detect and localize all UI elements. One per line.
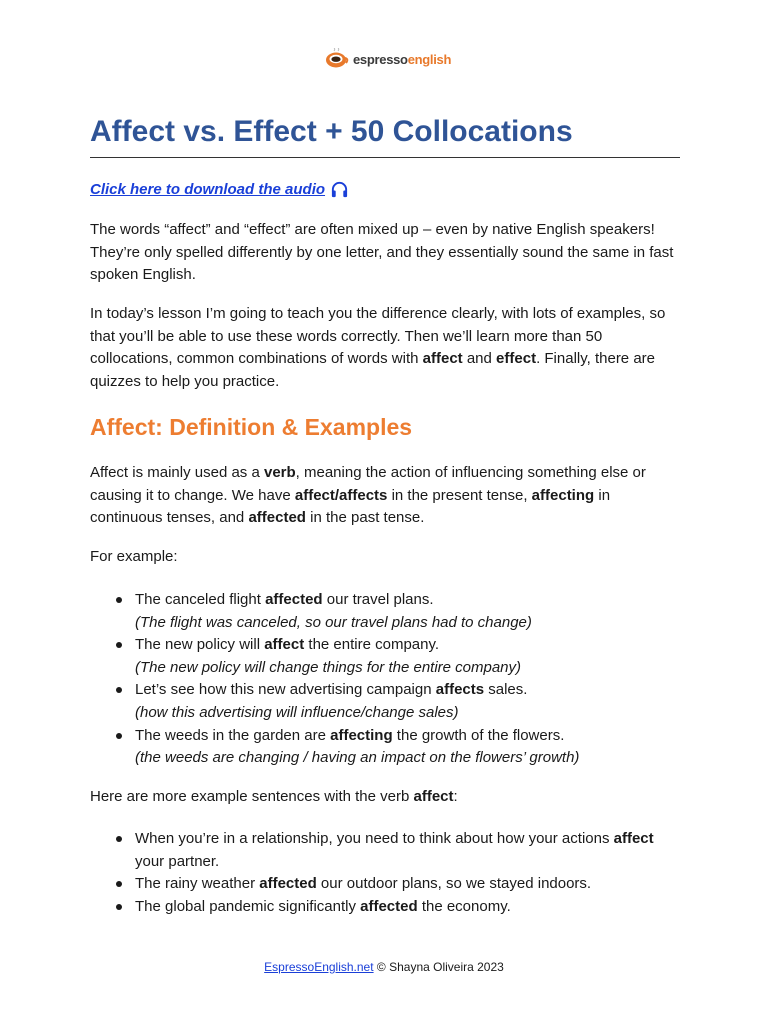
page-footer bbox=[0, 960, 768, 974]
list-item: The new policy will affect the entire company. (The new policy will change things for the entire company) bbox=[90, 634, 675, 679]
intro-paragraph-2: In today’s lesson I’m going to teach you the difference clearly, with lots of examples, so that you’ll be able to use these words correctly. Then we’ll learn more than 50 collocations, common combinations of words with affect and effect. Finally, there are quizzes to help you practice. bbox=[90, 305, 666, 390]
list-item: The global pandemic significantly affected the economy. bbox=[90, 896, 675, 919]
espresso-english-logo bbox=[324, 48, 451, 70]
list-item: The weeds in the garden are affecting the growth of the flowers. (the weeds are changing / having an impact on the flowers’ growth) bbox=[90, 725, 675, 770]
list-item: When you’re in a relationship, you need to think about how your actions affect your partner. bbox=[90, 828, 675, 873]
example-explanation: (the weeds are changing / having an impact on the flowers’ growth) bbox=[135, 749, 580, 767]
download-audio-link[interactable]: Click here to download the audio bbox=[90, 181, 326, 198]
title-divider bbox=[90, 157, 680, 158]
footer-copyright: © Shayna Oliveira 2023 bbox=[373, 960, 504, 974]
headphones-icon[interactable] bbox=[330, 180, 349, 199]
more-examples-intro: Here are more example sentences with the verb affect: bbox=[90, 788, 458, 805]
more-examples-list bbox=[90, 828, 675, 918]
page-title: Affect vs. Effect + 50 Collocations bbox=[90, 115, 573, 148]
intro-paragraph-1: The words “affect” and “effect” are often mixed up – even by native English speakers! They’re only spelled differently by one letter, and they essentially sound the same in fast spoken English. bbox=[90, 221, 674, 284]
list-item: Let’s see how this new advertising campaign affects sales. (how this advertising will influence/change sales) bbox=[90, 679, 675, 724]
examples-list bbox=[90, 589, 675, 770]
definition-paragraph: Affect is mainly used as a verb, meaning the action of influencing something else or causing it to change. We have affect/affects in the present tense, affecting in continuous tenses, and affected in the past tense. bbox=[90, 464, 646, 527]
example-explanation: (The new policy will change things for the entire company) bbox=[135, 658, 522, 676]
example-explanation: (The flight was canceled, so our travel plans had to change) bbox=[135, 613, 532, 631]
example-explanation: (how this advertising will influence/change sales) bbox=[135, 703, 459, 721]
section-heading-affect: Affect: Definition & Examples bbox=[90, 414, 413, 440]
list-item: The rainy weather affected our outdoor plans, so we stayed indoors. bbox=[90, 873, 675, 896]
list-item: The canceled flight affected our travel plans. (The flight was canceled, so our travel plans had to change) bbox=[90, 589, 675, 634]
coffee-cup-icon bbox=[324, 48, 350, 70]
audio-download bbox=[90, 180, 349, 199]
logo-text: espressoenglish bbox=[353, 51, 452, 67]
for-example-label: For example: bbox=[90, 548, 178, 565]
footer-website-link[interactable]: EspressoEnglish.net bbox=[264, 960, 374, 974]
